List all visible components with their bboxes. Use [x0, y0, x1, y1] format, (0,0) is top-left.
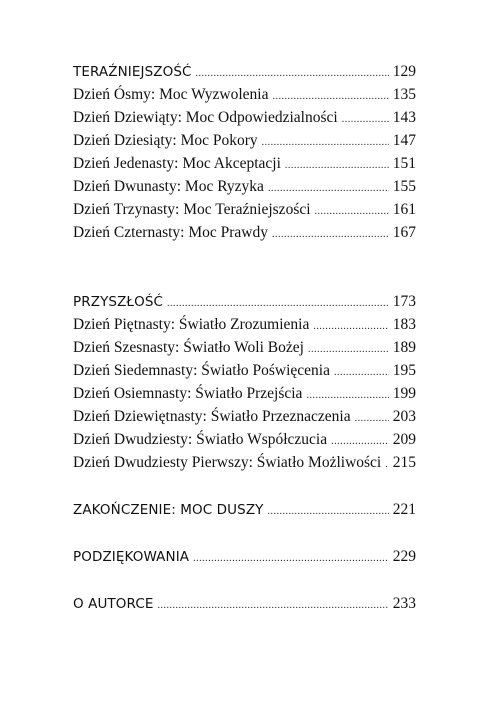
- toc-entry-title: Dzień Trzynasty: Moc Teraźniejszości: [73, 201, 311, 218]
- toc-heading-row[interactable]: [73, 498, 416, 521]
- toc-heading-row[interactable]: [73, 290, 416, 313]
- toc-entry-row[interactable]: [73, 428, 416, 451]
- toc-entry-title: Dzień Czternasty: Moc Prawdy: [73, 224, 268, 241]
- toc-heading-row[interactable]: [73, 592, 416, 615]
- section-spacer: [73, 568, 416, 592]
- dot-leader: [157, 594, 388, 617]
- toc-page-number: 161: [392, 201, 416, 218]
- dot-leader: [355, 407, 389, 430]
- toc-page-number: 215: [392, 454, 416, 471]
- toc-page-number: 143: [392, 109, 416, 126]
- toc-entry-title: Dzień Piętnasty: Światło Zrozumienia: [73, 316, 310, 333]
- toc-page-number: 129: [392, 63, 416, 80]
- toc-entry-row[interactable]: [73, 106, 416, 129]
- table-of-contents: [73, 60, 416, 615]
- toc-page-number: 151: [392, 155, 416, 172]
- toc-heading-title: PRZYSZŁOŚĆ: [73, 294, 164, 310]
- dot-leader: [167, 292, 389, 315]
- toc-entry-row[interactable]: [73, 221, 416, 244]
- toc-entry-row[interactable]: [73, 451, 416, 474]
- toc-entry-title: Dzień Jedenasty: Moc Akceptacji: [73, 155, 281, 172]
- dot-leader: [262, 131, 389, 154]
- dot-leader: [342, 108, 389, 131]
- toc-entry-title: Dzień Dziesiąty: Moc Pokory: [73, 132, 258, 149]
- toc-page-number: 233: [392, 595, 416, 612]
- toc-entry-row[interactable]: [73, 198, 416, 221]
- toc-heading-row[interactable]: [73, 545, 416, 568]
- toc-entry-row[interactable]: [73, 152, 416, 175]
- dot-leader: [313, 315, 388, 338]
- dot-leader: [308, 338, 389, 361]
- toc-entry-row[interactable]: [73, 313, 416, 336]
- toc-heading-title: TERAŹNIEJSZOŚĆ: [73, 64, 192, 80]
- toc-page-number: 135: [392, 86, 416, 103]
- toc-entry-title: Dzień Dziewiętnasty: Światło Przeznaczenia: [73, 408, 351, 425]
- toc-entry-title: Dzień Dwunasty: Moc Ryzyka: [73, 178, 264, 195]
- toc-page-number: 221: [392, 501, 416, 518]
- toc-entry-title: Dzień Siedemnasty: Światło Poświęcenia: [73, 362, 330, 379]
- toc-heading-title: PODZIĘKOWANIA: [73, 549, 190, 565]
- dot-leader: [193, 547, 389, 570]
- dot-leader: [385, 453, 389, 476]
- toc-entry-row[interactable]: [73, 336, 416, 359]
- toc-entry-title: Dzień Dziewiąty: Moc Odpowiedzialności: [73, 109, 338, 126]
- dot-leader: [315, 200, 389, 223]
- dot-leader: [272, 223, 389, 246]
- section-future: [73, 290, 416, 474]
- dot-leader: [285, 154, 389, 177]
- toc-page-number: 167: [392, 224, 416, 241]
- section-spacer: [73, 474, 416, 498]
- toc-heading-title: O AUTORCE: [73, 596, 154, 612]
- dot-leader: [268, 500, 389, 523]
- toc-entry-title: Dzień Dwudziesty: Światło Współczucia: [73, 431, 328, 448]
- toc-entry-row[interactable]: [73, 129, 416, 152]
- section-spacer: [73, 521, 416, 545]
- toc-page-number: 199: [392, 385, 416, 402]
- toc-page-number: 147: [392, 132, 416, 149]
- toc-entry-title: Dzień Ósmy: Moc Wyzwolenia: [73, 86, 269, 103]
- toc-entry-row[interactable]: [73, 175, 416, 198]
- toc-page-number: 155: [392, 178, 416, 195]
- dot-leader: [306, 384, 388, 407]
- toc-page-number: 195: [392, 362, 416, 379]
- dot-leader: [196, 62, 389, 85]
- toc-page-number: 189: [392, 339, 416, 356]
- toc-entry-title: Dzień Osiemnasty: Światło Przejścia: [73, 385, 303, 402]
- toc-heading-title: ZAKOŃCZENIE: MOC DUSZY: [73, 502, 264, 518]
- toc-page-number: 173: [392, 293, 416, 310]
- toc-entry-title: Dzień Dwudziesty Pierwszy: Światło Możliwości: [73, 454, 382, 471]
- toc-page-number: 203: [392, 408, 416, 425]
- toc-entry-row[interactable]: [73, 382, 416, 405]
- dot-leader: [334, 361, 389, 384]
- toc-entry-row[interactable]: [73, 405, 416, 428]
- toc-heading-row[interactable]: [73, 60, 416, 83]
- toc-page-number: 209: [392, 431, 416, 448]
- toc-entry-row[interactable]: [73, 83, 416, 106]
- section-spacer: [73, 244, 416, 290]
- toc-entry-title: Dzień Szesnasty: Światło Woli Bożej: [73, 339, 304, 356]
- toc-page-number: 183: [392, 316, 416, 333]
- toc-page-number: 229: [392, 548, 416, 565]
- section-present: [73, 60, 416, 244]
- dot-leader: [268, 177, 389, 200]
- dot-leader: [331, 430, 389, 453]
- toc-entry-row[interactable]: [73, 359, 416, 382]
- dot-leader: [273, 85, 389, 108]
